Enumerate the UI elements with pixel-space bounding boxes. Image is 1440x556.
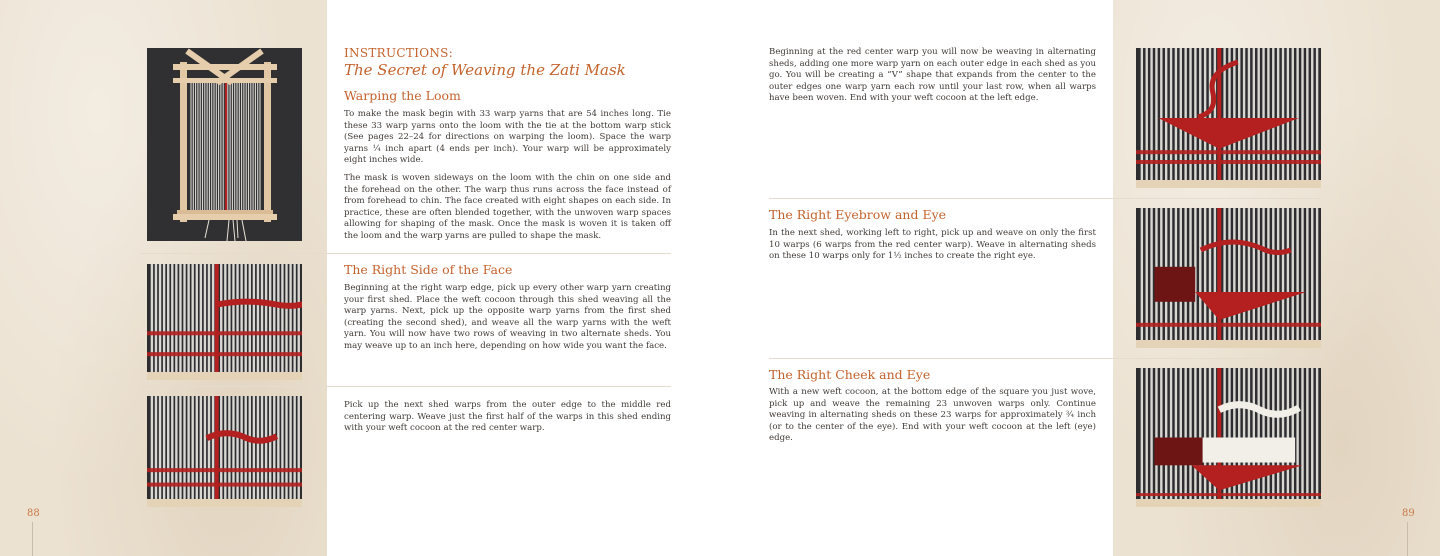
section-heading-right-cheek: The Right Cheek and Eye <box>769 367 931 382</box>
photo-right-eyebrow <box>1136 208 1321 348</box>
paragraph: To make the mask begin with 33 warp yarns that are 54 inches long. Tie these 33 warp yarns onto the loom with the tie at the bottom warp stick (See pages 22–24 for directions on warping the loom). Space the warp yarns ¼ inch apart (4 ends per inch). Your warp will be approximately eight inches wide. <box>344 109 671 166</box>
photo-right-cheek <box>1136 368 1321 507</box>
page-number-left: 88 <box>27 508 40 519</box>
divider-left-2 <box>140 386 671 387</box>
page-number-right: 89 <box>1402 508 1415 519</box>
paragraph: The mask is woven sideways on the loom with the chin on one side and the forehead on the other. The warp thus runs across the face instead of from forehead to chin. The face created with eight shapes on each side. In practice, these are often blended together, with the unwoven warp spaces allowing for shaping of the mask. Once the mask is woven it is taken off the loom and the warp yarns are pulled to shape the mask. <box>344 172 671 241</box>
photo-v-shape <box>1136 48 1321 188</box>
paragraph: Pick up the next shed warps from the outer edge to the middle red centering warp. Weave just the first half of the warps in this shed ending with your weft cocoon at the red center warp. <box>344 400 671 434</box>
paragraph: Beginning at the red center warp you will now be weaving in alternating sheds, adding one more warp yarn on each outer edge in each shed as you go. You will be creating a “V” shape that expands from the center to the outer edges one warp yarn each row until your last row, when all warps have been woven. End with your weft cocoon at the left edge. <box>769 47 1096 104</box>
section-body-right-cheek <box>769 387 1096 451</box>
intro-paragraph <box>769 47 1096 111</box>
divider-right-1 <box>769 198 1321 199</box>
paragraph: With a new weft cocoon, at the bottom edge of the square you just wove, pick up and weave the remaining 23 unwoven warps only. Continue weaving in alternating sheds on these 23 warps for approximately ¾ inch (or to the center of the eye). End with your weft cocoon at the left (eye) edge. <box>769 387 1096 444</box>
section-heading-warping: Warping the Loom <box>344 88 461 103</box>
photo-half-shed <box>147 396 302 507</box>
section-body-warping <box>344 109 671 249</box>
instructions-label: INSTRUCTIONS: <box>344 46 454 60</box>
page-title: The Secret of Weaving the Zati Mask <box>344 61 626 79</box>
divider-right-2 <box>769 358 1321 359</box>
paragraph: In the next shed, working left to right, pick up and weave on only the first 10 warps (6 warps from the red center warp). Weave in alternating sheds on these 10 warps only for 1½ inches to create the right eye. <box>769 228 1096 262</box>
paragraph: Beginning at the right warp edge, pick up every other warp yarn creating your first shed. Place the weft cocoon through this shed weaving all the warp yarns. Next, pick up the opposite warp yarns from the first shed (creating the second shed), and weave all the warp yarns with the weft yarn. You will now have two rows of weaving in two alternate sheds. You may weave up to an inch here, depending on how wide you want the face. <box>344 283 671 351</box>
photo-empty-loom <box>147 48 302 241</box>
page-number-rule-right <box>1407 522 1408 556</box>
section-body-right-side <box>344 283 671 359</box>
page-number-rule-left <box>32 522 33 556</box>
photo-right-side-face <box>147 264 302 380</box>
section-body-right-eyebrow <box>769 228 1096 269</box>
section-heading-right-eyebrow: The Right Eyebrow and Eye <box>769 207 947 222</box>
divider-left-1 <box>140 253 671 254</box>
section-body-half-shed <box>344 400 671 441</box>
section-heading-right-side: The Right Side of the Face <box>344 262 513 277</box>
